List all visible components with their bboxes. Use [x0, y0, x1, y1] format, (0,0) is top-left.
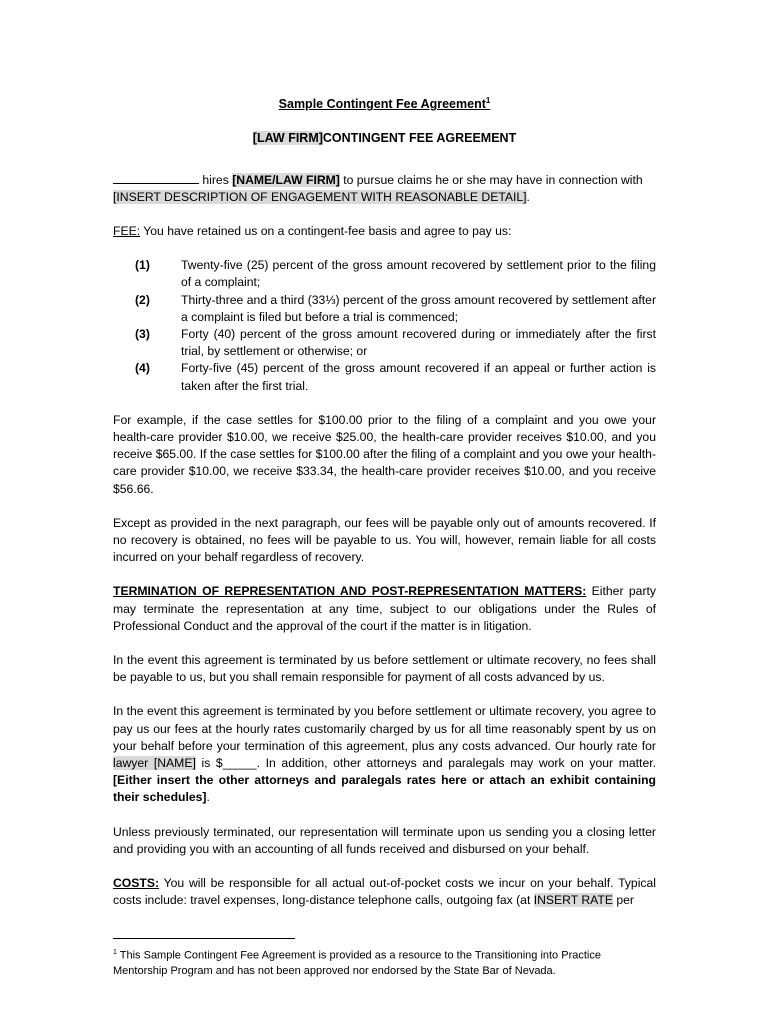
costs-paragraph: COSTS: You will be responsible for all actual out-of-pocket costs we incur on your behalf. Typical costs include: travel expenses, long-distance telephone calls, outgoing fax (at INSERT RATE per	[113, 876, 656, 908]
example-paragraph: For example, if the case settles for $100.00 prior to the filing of a complaint and you owe your health-care provider $10.00, we receive $25.00, the health-care provider receives $10.00, and you receive $65.00. If the case settles for $100.00 after the filing of a complaint and you owe your health-care provider $10.00, we receive $33.34, the health-care provider receives $10.00, and you receive $56.66.	[113, 412, 656, 496]
rates-instruction: [Either insert the other attorneys and paralegals rates here or attach an exhibit containing their schedules]	[113, 773, 656, 805]
costs-label: COSTS:	[113, 876, 160, 891]
fee-schedule-list	[113, 257, 656, 395]
engagement-description-placeholder: [INSERT DESCRIPTION OF ENGAGEMENT WITH REASONABLE DETAIL]	[113, 189, 527, 204]
recovery-paragraph: Except as provided in the next paragraph, our fees will be payable only out of amounts recovered. If no recovery is obtained, no fees will be payable to us. You will, however, remain liable for all costs incurred on your behalf regardless of recovery.	[113, 515, 656, 565]
insert-rate-placeholder: INSERT RATE	[533, 893, 613, 908]
intro-paragraph: hires [NAME/LAW FIRM] to pursue claims he or she may have in connection with [INSERT DESCRIPTION OF ENGAGEMENT WITH REASONABLE DETAIL].	[113, 172, 643, 204]
fee-label: FEE:	[113, 223, 141, 238]
termination-paragraph: TERMINATION OF REPRESENTATION AND POST-REPRESENTATION MATTERS: Either party may terminate the representation at any time, subject to our obligations under the Rules of Professional Conduct and the approval of the court if the matter is in litigation.	[113, 584, 656, 633]
list-item: (1) Twenty-five (25) percent of the gross amount recovered by settlement prior to the filing of a complaint;	[135, 258, 656, 290]
lawyer-name-placeholder: lawyer [NAME]	[113, 756, 196, 771]
client-name-blank	[113, 172, 199, 184]
name-law-firm-placeholder: [NAME/LAW FIRM]	[232, 172, 340, 187]
terminated-by-you-paragraph: In the event this agreement is terminated by you before settlement or ultimate recovery, you agree to pay us our fees at the hourly rates customarily charged by us for all time reasonably spent by us on your behalf before your termination of this agreement, plus any costs advanced. Our hourly rate for lawyer [NAME] is $_____. In addition, other attorneys and paralegals may work on your matter. [Either insert the other attorneys and paralegals rates here or attach an exhibit containing their schedules].	[113, 704, 656, 805]
law-firm-placeholder: [LAW FIRM]	[252, 131, 323, 146]
document-title: Sample Contingent Fee Agreement$^1$	[278, 96, 491, 112]
list-item: (3) Forty (40) percent of the gross amount recovered during or immediately after the first trial, by settlement or otherwise; or	[135, 326, 656, 359]
list-item: (2) Thirty-three and a third (33⅓) percent of the gross amount recovered by settlement after a complaint is filed but before a trial is commenced;	[135, 292, 656, 324]
fee-paragraph: FEE: You have retained us on a contingent-fee basis and agree to pay us:	[113, 223, 512, 238]
list-item: (4) Forty-five (45) percent of the gross amount recovered if an appeal or further action is taken after the first trial.	[135, 361, 656, 393]
footnote-reference[interactable]: 1	[485, 96, 491, 105]
footnote-divider	[113, 938, 295, 939]
footnote: $^1$ This Sample Contingent Fee Agreement is provided as a resource to the Transitioning into Practice Mentorship Program and has not been approved nor endorsed by the State Bar of Nevada.	[113, 949, 601, 977]
terminated-by-us-paragraph: In the event this agreement is terminated by us before settlement or ultimate recovery, no fees shall be payable to us, but you shall remain responsible for payment of all costs advanced by us.	[113, 653, 656, 685]
document-body	[113, 92, 656, 909]
closing-paragraph: Unless previously terminated, our representation will terminate upon us sending you a closing letter and providing you with an accounting of all funds received and disbursed on your behalf.	[113, 824, 656, 856]
agreement-heading: [LAW FIRM]CONTINGENT FEE AGREEMENT	[252, 131, 517, 146]
termination-label: TERMINATION OF REPRESENTATION AND POST-REPRESENTATION MATTERS:	[113, 584, 587, 599]
